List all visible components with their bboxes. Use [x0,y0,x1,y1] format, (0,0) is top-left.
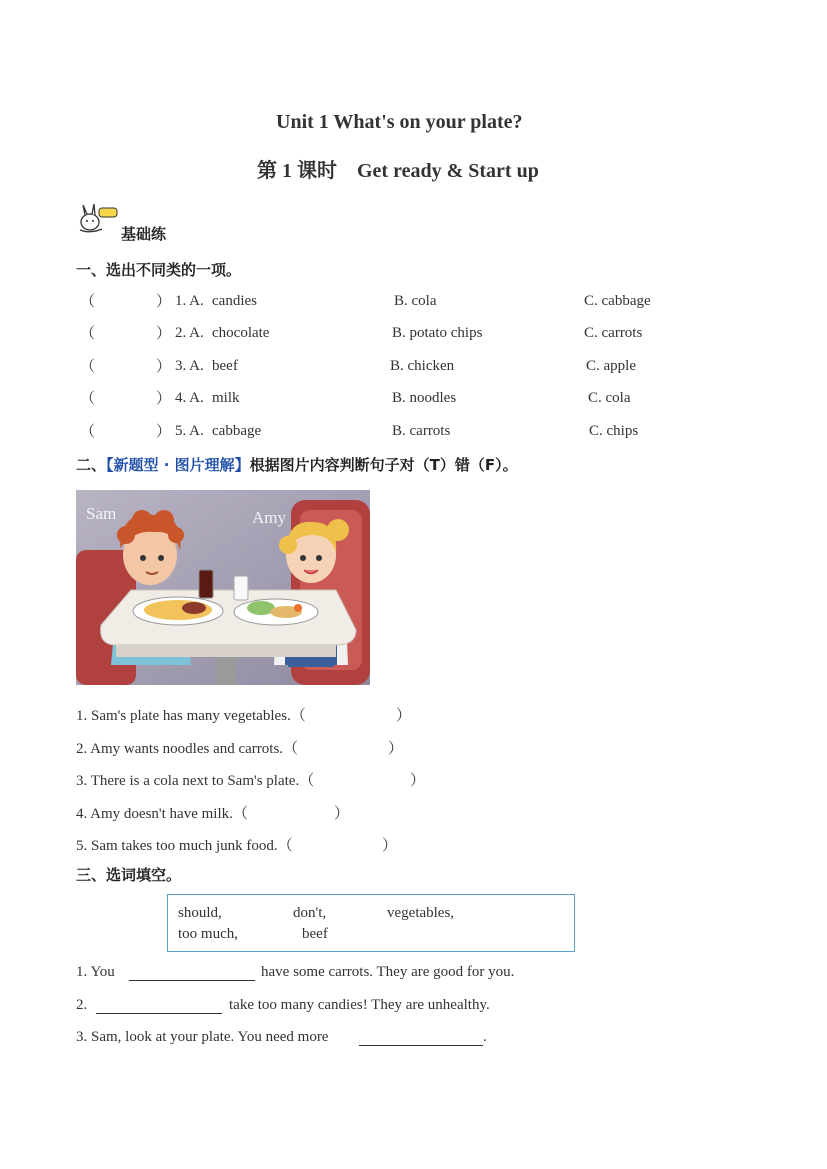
answer-paren-open[interactable]: （ [80,359,96,375]
mascot-logo [76,202,120,234]
word-option: too much, [178,926,238,942]
statement-text: 5. Sam takes too much junk food.（ [76,838,293,854]
section1-heading: 一、选出不同类的一项。 [76,261,242,279]
option-b: B. potato chips [392,325,483,341]
option-b: B. noodles [392,390,457,406]
answer-paren-open[interactable]: （ [80,391,96,407]
new-type-tag: 【新题型 · 图片理解】 [106,456,250,474]
item-number: 5. A. [175,423,204,439]
option-a: milk [212,390,240,406]
answer-paren-open[interactable]: （ [80,294,96,310]
sentence-end: take too many candies! They are unhealthy. [229,997,490,1013]
page-title: Unit 1 What's on your plate? [276,111,523,133]
item-number: 3. A. [175,358,204,374]
level-label: 基础练 [121,225,167,243]
answer-paren-close: ） [156,294,172,310]
word-option: beef [302,926,328,942]
item-number: 4. A. [175,390,204,406]
section3-heading: 三、选词填空。 [76,866,182,884]
fill-blank[interactable] [359,1031,483,1046]
option-b: B. carrots [392,423,451,439]
restaurant-illustration [76,490,370,685]
fill-blank[interactable] [129,966,255,981]
statement-text: 1. Sam's plate has many vegetables.（ [76,708,306,724]
answer-paren-close[interactable]: ） [382,838,398,854]
statement-text: 4. Amy doesn't have milk.（ [76,806,248,822]
answer-paren-close[interactable]: ） [410,773,426,789]
label-sam: Sam [86,504,117,523]
sentence-start: 1. You [76,964,115,980]
option-a: cabbage [212,423,262,439]
option-c: C. chips [589,423,639,439]
answer-paren-close[interactable]: ） [334,806,350,822]
sentence-end: . [483,1029,487,1045]
sentence-start: 2. [76,997,88,1013]
lesson-subtitle: 第 1 课时 Get ready & Start up [257,160,539,182]
option-b: B. chicken [390,358,455,374]
answer-paren-close: ） [156,391,172,407]
section-instruction: 根据图片内容判断句子对（T）错（F）。 [249,456,518,474]
label-amy: Amy [252,508,286,527]
answer-paren-close: ） [156,326,172,342]
answer-paren-close: ） [156,359,172,375]
item-number: 1. A. [175,293,204,309]
option-b: B. cola [394,293,437,309]
option-c: C. carrots [584,325,643,341]
answer-paren-open[interactable]: （ [80,424,96,440]
option-c: C. cabbage [584,293,651,309]
statement-text: 2. Amy wants noodles and carrots.（ [76,741,299,757]
option-c: C. cola [588,390,631,406]
word-option: don't, [293,905,327,921]
statement-text: 3. There is a cola next to Sam's plate.（ [76,773,315,789]
sentence-start: 3. Sam, look at your plate. You need more [76,1029,329,1045]
option-a: chocolate [212,325,270,341]
word-option: vegetables, [387,905,455,921]
answer-paren-close: ） [156,424,172,440]
option-a: beef [212,358,238,374]
section2-heading [76,454,518,475]
word-option: should, [178,905,222,921]
answer-paren-close[interactable]: ） [388,741,404,757]
fill-blank[interactable] [96,999,222,1014]
section-number: 二、 [76,456,107,474]
answer-paren-open[interactable]: （ [80,326,96,342]
item-number: 2. A. [175,325,204,341]
answer-paren-close[interactable]: ） [396,708,412,724]
option-a: candies [212,293,257,309]
sentence-end: have some carrots. They are good for you. [261,964,515,980]
word-bank [167,894,575,952]
option-c: C. apple [586,358,636,374]
